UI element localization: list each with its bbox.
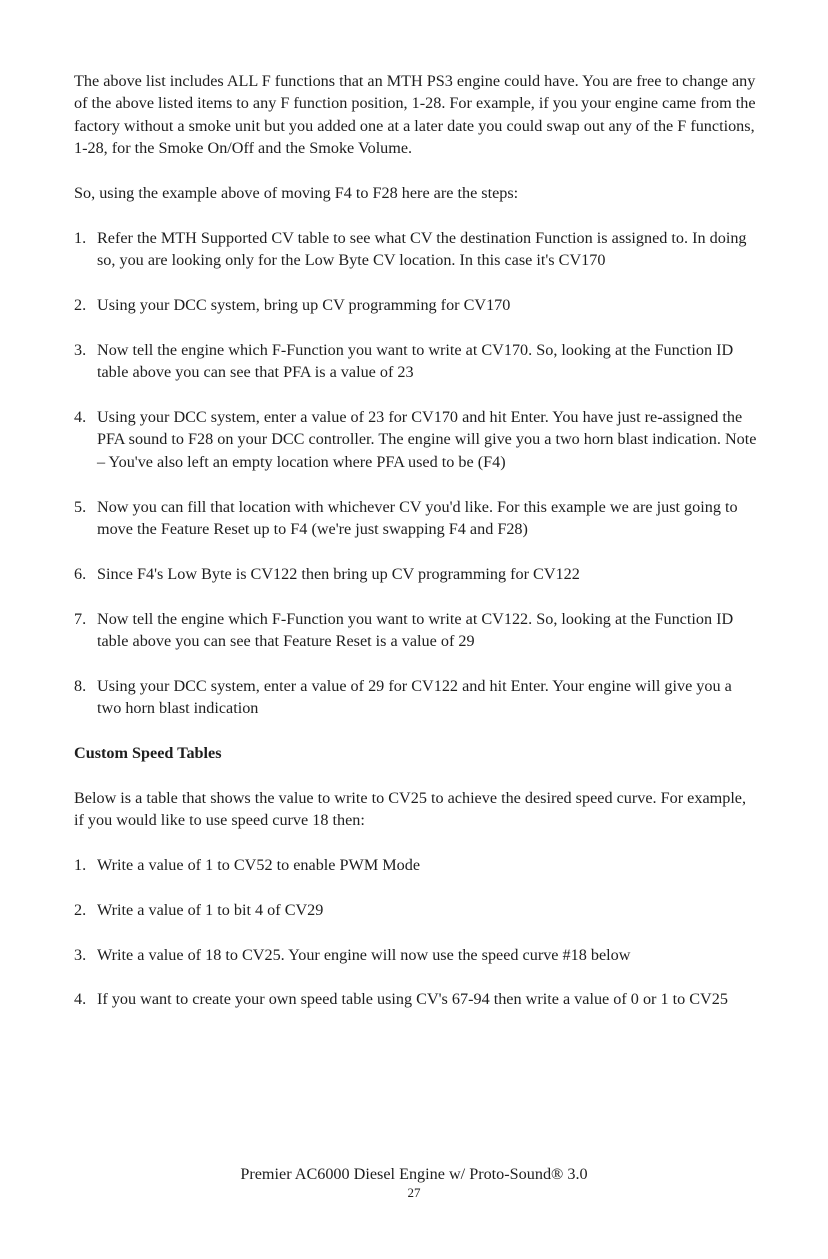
page-footer [0,1163,828,1201]
page-body [74,70,758,1033]
step-number: 3. [74,340,87,359]
intro-steps-lead: So, using the example above of moving F4 to F28 here are the steps: [74,184,519,203]
step-number: 5. [74,497,87,516]
step-number: 4. [74,408,87,427]
list-item [74,675,758,720]
step-text: Now you can fill that location with whichever CV you'd like. For this example we are just going to move the Feature Reset up to F4 (we're just swapping F4 and F28) [97,497,738,539]
list-item [74,608,758,653]
step-text: Since F4's Low Byte is CV122 then bring up CV programming for CV122 [97,564,580,583]
step-number: 3. [74,945,87,964]
list-item [74,294,758,316]
page-number: 27 [407,1185,421,1200]
list-item [74,563,758,585]
list-item [74,227,758,272]
footer-title: Premier AC6000 Diesel Engine w/ Proto-Sound® 3.0 [240,1165,588,1183]
step-text: Write a value of 1 to bit 4 of CV29 [97,900,324,919]
step-number: 1. [74,228,87,247]
step-text: Now tell the engine which F-Function you want to write at CV170. So, looking at the Function ID table above you can see that PFA is a value of 23 [97,340,734,382]
list-item [74,899,758,921]
step-number: 2. [74,900,87,919]
step-text: Write a value of 1 to CV52 to enable PWM Mode [97,856,421,875]
step-number: 4. [74,990,87,1009]
intro-paragraph: The above list includes ALL F functions that an MTH PS3 engine could have. You are free to change any of the above listed items to any F function position, 1-28. For example, if you your engine came from the factory without a smoke unit but you added one at a later date you could swap out any of the F functions, 1-28, for the Smoke On/Off and the Smoke Volume. [74,72,756,158]
step-number: 8. [74,676,87,695]
step-number: 7. [74,609,87,628]
step-number: 1. [74,856,87,875]
step-text: If you want to create your own speed table using CV's 67-94 then write a value of 0 or 1 to CV25 [97,990,728,1009]
step-text: Now tell the engine which F-Function you want to write at CV122. So, looking at the Function ID table above you can see that Feature Reset is a value of 29 [97,609,734,651]
speed-tables-intro: Below is a table that shows the value to write to CV25 to achieve the desired speed curve. For example, if you would like to use speed curve 18 then: [74,788,747,830]
list-item [74,854,758,876]
step-text: Using your DCC system, enter a value of 29 for CV122 and hit Enter. Your engine will give you a two horn blast indication [97,676,732,718]
step-text: Using your DCC system, bring up CV programming for CV170 [97,296,511,315]
step-text: Using your DCC system, enter a value of 23 for CV170 and hit Enter. You have just re-assigned the PFA sound to F28 on your DCC controller. The engine will give you a two horn blast indication. Note – You've also left an empty location where PFA used to be (F4) [97,408,757,471]
list-item [74,496,758,541]
step-number: 2. [74,296,87,315]
step-number: 6. [74,564,87,583]
list-item [74,944,758,966]
step-text: Write a value of 18 to CV25. Your engine will now use the speed curve #18 below [97,945,631,964]
list-item [74,339,758,384]
list-item [74,988,758,1010]
reassign-steps-list [74,227,758,720]
list-item [74,406,758,473]
section-heading: Custom Speed Tables [74,744,222,763]
step-text: Refer the MTH Supported CV table to see what CV the destination Function is assigned to. In doing so, you are looking only for the Low Byte CV location. In this case it's CV170 [97,228,747,270]
speed-table-steps-list [74,854,758,1011]
